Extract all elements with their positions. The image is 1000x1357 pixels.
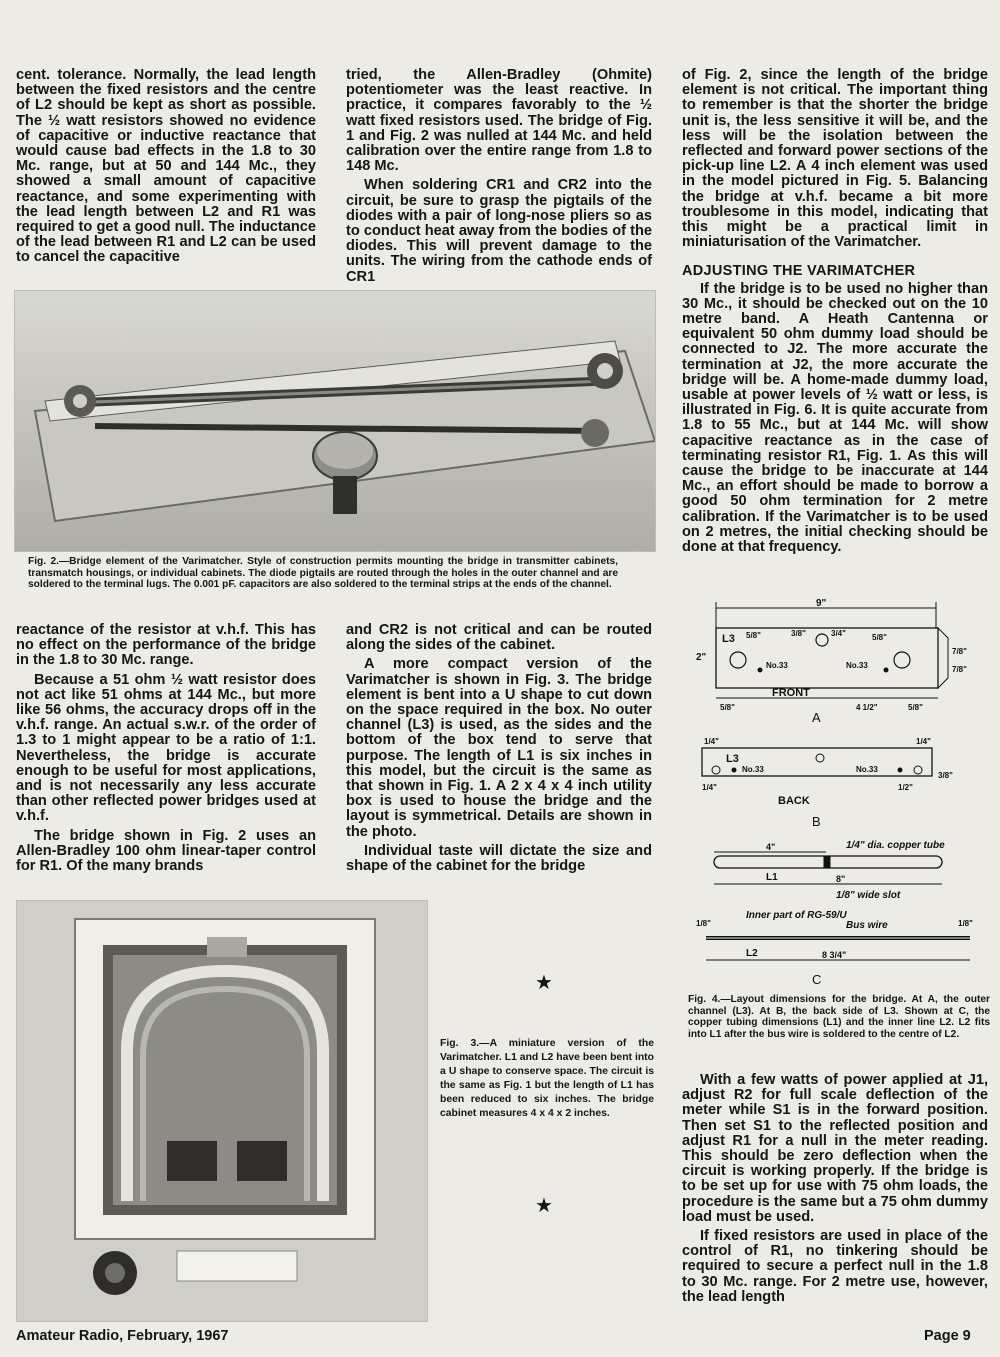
dim-a-b3: 5/8" — [908, 703, 923, 712]
star-ornament: ★ — [535, 1195, 553, 1217]
paragraph: A more compact version of the Varimatcher is shown in Fig. 3. The bridge element is bent into a U shape to cut down on the space required in the box. No outer channel (L3) is used, as the sides and the bottom of the box tend to serve that purpose. The length of L1 is six inches in this model, but the circuit is the same as that shown in Fig. 1. A 2 x 4 x 4 inch utility box is used to house the bridge and the layout is symmetrical. Details are shown in the photo. — [346, 656, 652, 840]
dim-b-d2: 1/4" — [916, 737, 931, 746]
star-ornament: ★ — [535, 972, 553, 994]
paragraph: tried, the Allen-Bradley (Ohmite) potentiometer was the least reactive. In practice, it compares favorably to the ½ watt fixed resistors used. The bridge of Fig. 1 and Fig. 2 was nulled at 144 Mc. and held calibration over the entire range from 1.8 to 148 Mc. — [346, 67, 652, 175]
dim-a-d2: 3/8" — [791, 629, 806, 638]
dim-c-8: 8" — [836, 874, 846, 884]
fig3-caption: Fig. 3.—A miniature version of the Varimatcher. L1 and L2 have been bent into a U shape to conserve space. The circuit is the same as Fig. 1 but the length of L1 has been reduced to six inches. The bridge cabinet measures 4 x 4 x 2 inches. — [440, 1038, 654, 1119]
paragraph: Because a 51 ohm ½ watt resistor does not act like 51 ohms at 144 Mc., but more like 56 ohms, the accuracy drops off in the v.h.f. range. An actual s.w.r. of the order of 1.3 to 1 might appear to be a ratio of 1:1. Nevertheless, the bridge is accurate enough to be useful for most applications, and is not necessarily any less accurate than other reflected power bridges used at v.h.f. — [16, 671, 316, 825]
dim-a-b1: 5/8" — [720, 703, 735, 712]
hole-a-2: No.33 — [846, 661, 868, 670]
paragraph: The bridge shown in Fig. 2 uses an Allen-Bradley 100 ohm linear-taper control for R1. Of the many brands — [16, 827, 316, 875]
fig4-layout-diagram — [686, 598, 992, 990]
fig4-caption: Fig. 4.—Layout dimensions for the bridge. At A, the outer channel (L3). At B, the back side of L3. Shown at C, the copper tubing dimensions (L1) and the inner line L2. L2 fits into L1 after the bus wire is soldered to the centre of L2. — [688, 994, 990, 1040]
text-column-top-middle — [346, 68, 652, 289]
fig2-caption: Fig. 2.—Bridge element of the Varimatcher. Style of construction permits mounting the bridge in transmitter cabinets, transmatch housings, or individual cabinets. The diode pigtails are routed through the holes in the outer channel and are soldered to the terminal lugs. The 0.001 pF. capacitors are also soldered to the terminal strips at the ends of the channel. — [28, 556, 618, 590]
label-inner-part: Inner part of RG-59/U — [746, 910, 847, 921]
dim-c-18b: 1/8" — [958, 919, 973, 928]
paragraph: reactance of the resistor at v.h.f. This has no effect on the performance of the bridge in the 1.8 to 30 Mc. range. — [16, 622, 316, 669]
dim-b-d1: 1/4" — [704, 737, 719, 746]
bridge-element-illustration — [15, 291, 655, 551]
hole-b-2: No.33 — [856, 765, 878, 774]
miniature-varimatcher-illustration — [17, 901, 427, 1321]
fig2-photo — [14, 290, 656, 552]
label-l3: L3 — [722, 633, 735, 645]
dim-b-d4: 3/8" — [938, 771, 953, 780]
footer-page-number: Page 9 — [924, 1328, 971, 1344]
text-column-right-bottom — [682, 1073, 988, 1309]
paragraph: If the bridge is to be used no higher than 30 Mc., it should be checked out on the 10 metre band. A Heath Cantenna or equivalent 50 ohm dummy load should be connected to J2. The more accurate the termination at J2, the more accurate the bridge will be. A home-made dummy load, usable at power levels of ½ watt or less, is illustrated in Fig. 6. It is quite accurate from 1.8 to 55 Mc., but at 144 Mc. will show capacitive reactance as in the case of terminating resistor R1, Fig. 1. As this will cause the bridge to be inaccurate at 144 Mc., an effort should be made to borrow a good 50 ohm termination for 2 metre calibration. If the Varimatcher is to be used on 2 metres, the initial checking should be done at that frequency. — [682, 280, 988, 556]
dim-c-18a: 1/8" — [696, 919, 711, 928]
label-back: BACK — [778, 795, 810, 807]
label-a: A — [812, 710, 821, 725]
paragraph: Individual taste will dictate the size and shape of the cabinet for the bridge — [346, 842, 652, 875]
label-b: B — [812, 814, 821, 829]
label-l2: L2 — [746, 948, 758, 959]
text-column-mid-left — [16, 623, 316, 878]
text-column-mid-middle — [346, 623, 652, 878]
dim-a-b2: 4 1/2" — [856, 703, 878, 712]
dim-a-d5: 7/8" — [952, 647, 967, 656]
label-bus-wire: Bus wire — [846, 920, 888, 931]
diagram-b — [702, 737, 953, 829]
dim-a-total: 9" — [816, 598, 827, 609]
paragraph: cent. tolerance. Normally, the lead length between the fixed resistors and the centre of L2 should be kept as short as possible. The ½ watt resistors showed no evidence of capacitive or inductive reactance that would cause bad effects in the 1.8 to 30 Mc. range, but at 50 and 144 Mc., they showed a small amount of capacitive reactance, and some experimenting with the lead length between L2 and R1 was required to get a good null. The inductance of the lead between R1 and L2 can be used to cancel the capacitive — [16, 67, 316, 266]
hole-a-1: No.33 — [766, 661, 788, 670]
diagram-a — [696, 598, 967, 725]
dim-a-height: 2" — [696, 652, 707, 663]
dim-a-d1: 5/8" — [746, 631, 761, 640]
paragraph: and CR2 is not critical and can be routed along the sides of the cabinet. — [346, 622, 652, 654]
section-heading: ADJUSTING THE VARIMATCHER — [682, 263, 916, 280]
dim-a-d3: 3/4" — [831, 629, 846, 638]
label-copper-tube: 1/4" dia. copper tube — [846, 840, 945, 851]
paragraph: If fixed resistors are used in place of the control of R1, no tinkering should be required to secure a perfect null in the 1.8 to 30 Mc. range. For 2 metre use, however, the lead length — [682, 1228, 988, 1305]
dim-a-d6: 7/8" — [952, 665, 967, 674]
label-l1: L1 — [766, 872, 778, 883]
dim-c-834: 8 3/4" — [822, 950, 847, 960]
paragraph: With a few watts of power applied at J1, adjust R2 for full scale deflection of the meter while S1 is in the forward position. Then set S1 to the reflected position and adjust R1 for a null in the meter reading. This should be zero deflection when the circuit is working properly. If the bridge is to be set up for use with 75 ohm loads, the procedure is the same but a 75 ohm dummy load must be used. — [682, 1072, 988, 1225]
dim-b-d5: 1/2" — [898, 783, 913, 792]
paragraph: of Fig. 2, since the length of the bridge element is not critical. The important thing to remember is that the shorter the bridge unit is, the less sensitive it will be, and the less will be the isolation between the reflected and forward power sections of the pick-up line L2. A 4 inch element was used in the model pictured in Fig. 5. Balancing the bridge at v.h.f. became a bit more troublesome in this model, indicating that this might be a practical limit in miniaturisation of the Varimatcher. — [682, 67, 988, 251]
paragraph: When soldering CR1 and CR2 into the circuit, be sure to grasp the pigtails of the diodes with a pair of long-nose pliers so as to conduct heat away from the bodies of the diodes. This will prevent damage to the units. The wiring from the cathode ends of CR1 — [346, 177, 652, 285]
label-front: FRONT — [772, 687, 810, 699]
diagram-c — [696, 840, 973, 987]
label-c: C — [812, 972, 822, 987]
label-l3-b: L3 — [726, 753, 739, 765]
fig3-photo — [16, 900, 428, 1322]
footer-publication: Amateur Radio, February, 1967 — [16, 1328, 229, 1344]
dim-b-d3: 1/4" — [702, 783, 717, 792]
dim-c-4: 4" — [766, 842, 776, 852]
text-column-right-top — [682, 68, 988, 559]
dim-a-d4: 5/8" — [872, 633, 887, 642]
text-column-top-left — [16, 68, 316, 270]
label-slot: 1/8" wide slot — [836, 890, 901, 901]
hole-b-1: No.33 — [742, 765, 764, 774]
